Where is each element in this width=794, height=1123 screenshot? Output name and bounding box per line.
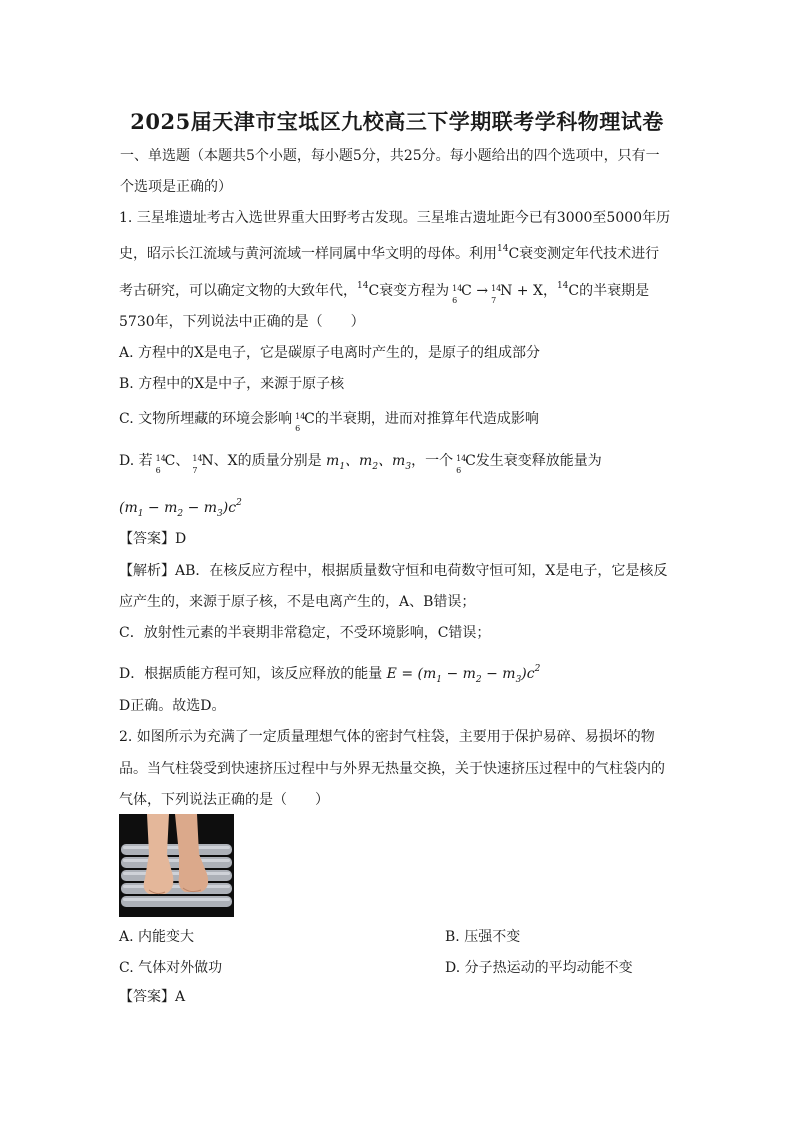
q1-answer: 【答案】D bbox=[119, 531, 187, 547]
q1-option-b: B. 方程中的X是中子，来源于原子核 bbox=[119, 376, 345, 392]
q1-analysis-line4: D．根据质能方程可知，该反应释放的能量 $E = (m_1 - m_2 - m_3)c^2$ bbox=[119, 664, 541, 685]
q1-stem-line1: 1. 三星堆遗址考古入选世界重大田野考古发现。三星堆古遗址距今已有3000至5000年历 bbox=[119, 210, 671, 226]
q2-stem-line2: 品。当气柱袋受到快速挤压过程中与外界无热量交换，关于快速挤压过程中的气柱袋内的 bbox=[119, 761, 665, 777]
q1-option-d: D. 若 14 6 C、 14 7 N、X的质量分别是 $m_1$、$m_2$、$m_3$，一个 14 6 C发生衰变释放能量为 bbox=[119, 453, 602, 475]
air-column-bag-photo bbox=[119, 814, 234, 917]
page-title: 2025届天津市宝坻区九校高三下学期联考学科物理试卷 bbox=[130, 109, 664, 134]
q2-answer: 【答案】A bbox=[119, 989, 186, 1005]
q2-option-c: C. 气体对外做功 bbox=[119, 960, 223, 976]
q1-stem-line2: 史，昭示长江流域与黄河流域一样同属中华文明的母体。利用$^{14}$C衰变测定年代技术进行 bbox=[119, 244, 660, 262]
q2-option-b: B. 压强不变 bbox=[445, 929, 521, 945]
q1-stem-line4: 5730年，下列说法中正确的是（ ） bbox=[119, 314, 365, 330]
q2-stem-line1: 2. 如图所示为充满了一定质量理想气体的密封气柱袋，主要用于保护易碎、易损坏的物 bbox=[119, 729, 655, 745]
q1-analysis-line2: 应产生的，来源于原子核，不是电离产生的，A、B错误； bbox=[119, 594, 476, 610]
q1-option-c: C. 文物所埋藏的环境会影响 14 6 C的半衰期，进而对推算年代造成影响 bbox=[119, 411, 539, 433]
q1-analysis-line3: C．放射性元素的半衰期非常稳定，不受环境影响，C错误； bbox=[119, 625, 491, 641]
section-heading-line2: 个选项是正确的） bbox=[120, 179, 232, 195]
q2-option-d: D. 分子热运动的平均动能不变 bbox=[445, 960, 633, 976]
q2-stem-line3: 气体，下列说法正确的是（ ） bbox=[119, 792, 329, 808]
q2-option-a: A. 内能变大 bbox=[119, 929, 195, 945]
section-heading-line1: 一、单选题（本题共5个小题，每小题5分，共25分。每小题给出的四个选项中，只有一 bbox=[120, 148, 660, 164]
decay-equation: 14 6 C → 14 7 N + X bbox=[452, 283, 543, 305]
q1-analysis-line5: D正确。故选D。 bbox=[119, 698, 226, 714]
q1-option-a: A. 方程中的X是电子，它是碳原子电离时产生的，是原子的组成部分 bbox=[119, 345, 540, 361]
q1-analysis-line1: 【解析】AB．在核反应方程中，根据质量数守恒和电荷数守恒可知，X是电子，它是核反 bbox=[119, 563, 668, 579]
q1-option-d-formula: $(m_1 - m_2 - m_3)c^2$ bbox=[119, 498, 242, 519]
q1-stem-line3: 考古研究，可以确定文物的大致年代，$^{14}$C衰变方程为 14 6 C → 14 7 N + X，$^{14}$C的半衰期是 bbox=[119, 281, 650, 305]
